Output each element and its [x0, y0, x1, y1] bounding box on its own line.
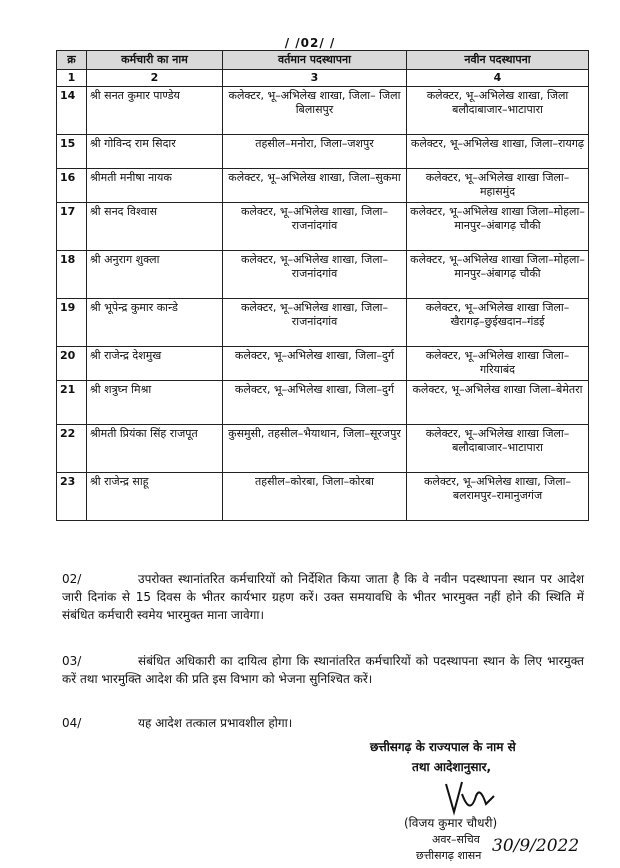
paragraph-number: 03/ [62, 654, 82, 668]
current-posting: कलेक्टर, भू–अभिलेख शाखा, जिला– जिला बिलासपुर [223, 87, 407, 135]
serial-number: 18 [57, 251, 87, 299]
serial-number: 20 [57, 347, 87, 381]
table-row [57, 135, 589, 169]
employee-name: श्रीमती प्रियंका सिंह राजपूत [87, 425, 223, 473]
employee-name: श्री भूपेन्द्र कुमार कान्डे [87, 299, 223, 347]
table-row [57, 251, 589, 299]
employee-name: श्रीमती मनीषा नायक [87, 169, 223, 203]
colnum: 4 [407, 70, 589, 87]
current-posting: तहसील–कोरबा, जिला–कोरबा [223, 473, 407, 521]
new-posting: कलेक्टर, भू–अभिलेख शाखा, जिला–बलरामपुर–रामानुजगंज [407, 473, 589, 521]
office-name: छत्तीसगढ़ शासन [416, 849, 482, 862]
current-posting: कलेक्टर, भू–अभिलेख शाखा, जिला–राजनांदगांव [223, 251, 407, 299]
serial-number: 17 [57, 203, 87, 251]
colnum: 1 [57, 70, 87, 87]
new-posting: कलेक्टर, भू–अभिलेख शाखा जिला–महासमुंद [407, 169, 589, 203]
serial-number: 19 [57, 299, 87, 347]
employee-name: श्री शत्रुघ्न मिश्रा [87, 381, 223, 425]
officer-designation: अवर–सचिव [432, 833, 480, 846]
header-new-posting: नवीन पदस्थापना [407, 51, 589, 70]
new-posting: कलेक्टर, भू–अभिलेख शाखा जिला–खैरागढ़–छुईखदान–गंडई [407, 299, 589, 347]
new-posting: कलेक्टर, भू–अभिलेख शाखा जिला–गरियाबंद [407, 347, 589, 381]
serial-number: 23 [57, 473, 87, 521]
current-posting: कुसमुसी, तहसील–भैयाथान, जिला–सूरजपुर [223, 425, 407, 473]
new-posting: कलेक्टर, भू–अभिलेख शाखा जिला–मोहला–मानपुर–अंबागढ़ चौकी [407, 203, 589, 251]
new-posting: कलेक्टर, भू–अभिलेख शाखा, जिला–रायगढ़ [407, 135, 589, 169]
current-posting: तहसील–मनोरा, जिला–जशपुर [223, 135, 407, 169]
employee-name: श्री गोविन्द राम सिदार [87, 135, 223, 169]
paragraph-text: संबंधित अधिकारी का दायित्व होगा कि स्थानांतरित कर्मचारियों को पदस्थापना स्थान के लिए भारमुक्त करें तथा भारमुक्ति आदेश की प्रति इस विभाग को भेजना सुनिश्चित करें। [62, 654, 584, 686]
employee-name: श्री सनत कुमार पाण्डेय [87, 87, 223, 135]
current-posting: कलेक्टर, भू–अभिलेख शाखा, जिला–दुर्ग [223, 381, 407, 425]
table-row [57, 381, 589, 425]
employee-name: श्री अनुराग शुक्ला [87, 251, 223, 299]
paragraph-03 [62, 652, 584, 688]
serial-number: 22 [57, 425, 87, 473]
serial-number: 21 [57, 381, 87, 425]
officer-name: (विजय कुमार चौधरी) [404, 816, 498, 830]
table-row [57, 87, 589, 135]
paragraph-number: 02/ [62, 572, 82, 586]
header-sn: क्र [57, 51, 87, 70]
employee-name: श्री सनद विश्वास [87, 203, 223, 251]
signature-line-2: तथा आदेशानुसार, [412, 760, 492, 774]
table-row [57, 347, 589, 381]
current-posting: कलेक्टर, भू–अभिलेख शाखा, जिला–राजनांदगांव [223, 203, 407, 251]
new-posting: कलेक्टर, भू–अभिलेख शाखा जिला–मोहला–मानपुर–अंबागढ़ चौकी [407, 251, 589, 299]
new-posting: कलेक्टर, भू–अभिलेख शाखा जिला–बेमेतरा [407, 381, 589, 425]
new-posting: कलेक्टर, भू–अभिलेख शाखा जिला–बलौदाबाजार–भाटापारा [407, 425, 589, 473]
paragraph-text: उपरोक्त स्थानांतरित कर्मचारियों को निर्देशित किया जाता है कि वे नवीन पदस्थापना स्थान पर आदेश जारी दिनांक से 15 दिवस के भीतर कार्यभार ग्रहण करें। उक्त समयावधि के भीतर भारमुक्त नहीं होने की स्थिति में संबंधित कर्मचारी स्वमेय भारमुक्त माना जावेगा। [62, 572, 584, 622]
table-row [57, 169, 589, 203]
table-row [57, 473, 589, 521]
new-posting: कलेक्टर, भू–अभिलेख शाखा, जिला बलौदाबाजार–भाटापारा [407, 87, 589, 135]
employee-name: श्री राजेन्द्र साहू [87, 473, 223, 521]
table-header-row [57, 51, 589, 70]
paragraph-02 [62, 570, 584, 624]
serial-number: 16 [57, 169, 87, 203]
serial-number: 15 [57, 135, 87, 169]
transfer-table [56, 50, 589, 521]
page-number: / /02/ / [284, 36, 336, 50]
paragraph-number: 04/ [62, 716, 82, 730]
handwritten-date: 30/9/2022 [492, 836, 580, 856]
paragraph-04 [62, 714, 584, 732]
employee-name: श्री राजेन्द्र देशमुख [87, 347, 223, 381]
serial-number: 14 [57, 87, 87, 135]
current-posting: कलेक्टर, भू–अभिलेख शाखा, जिला–सुकमा [223, 169, 407, 203]
table-row [57, 425, 589, 473]
signature-line-1: छत्तीसगढ़ के राज्यपाल के नाम से [370, 740, 516, 754]
current-posting: कलेक्टर, भू–अभिलेख शाखा, जिला–राजनांदगांव [223, 299, 407, 347]
current-posting: कलेक्टर, भू–अभिलेख शाखा, जिला–दुर्ग [223, 347, 407, 381]
table-row [57, 203, 589, 251]
header-employee-name: कर्मचारी का नाम [87, 51, 223, 70]
colnum: 3 [223, 70, 407, 87]
colnum: 2 [87, 70, 223, 87]
table-row [57, 299, 589, 347]
column-number-row [57, 70, 589, 87]
header-current-posting: वर्तमान पदस्थापना [223, 51, 407, 70]
paragraph-text: यह आदेश तत्काल प्रभावशील होगा। [138, 716, 293, 730]
